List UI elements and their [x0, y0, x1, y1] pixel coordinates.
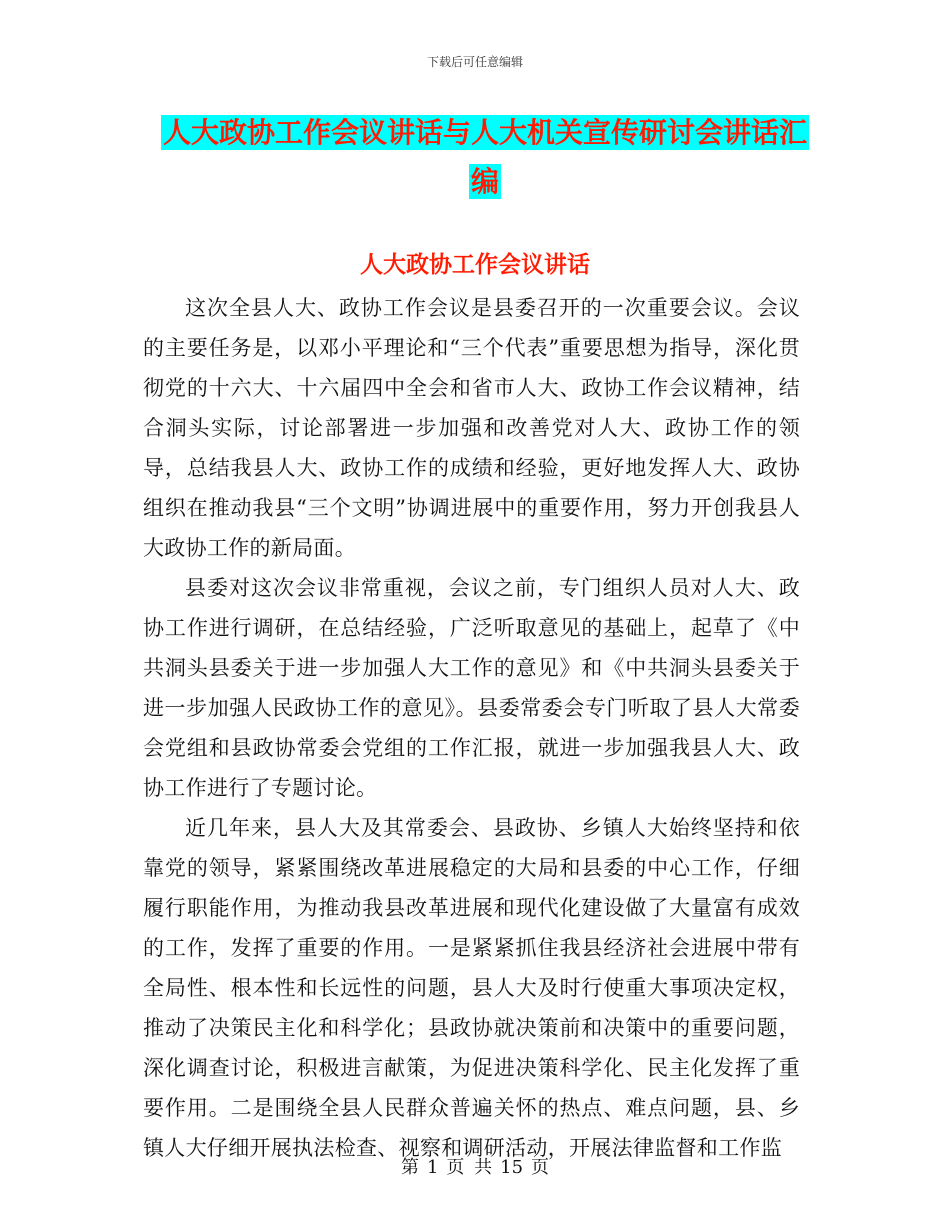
- footer-total-pages: 15: [500, 1157, 524, 1178]
- footer-prefix: 第: [400, 1157, 419, 1178]
- document-body: [143, 288, 800, 1168]
- paragraph: 县委对这次会议非常重视，会议之前，专门组织人员对人大、政协工作进行调研，在总结经验，广泛听取意见的基础上，起草了《中共洞头县委关于进一步加强人大工作的意见》和《中共洞头县委关于进一步加强人民政协工作的意见》。县委常委会专门听取了县人大常委会党组和县政协常委会党组的工作汇报，就进一步加强我县人大、政协工作进行了专题讨论。: [143, 576, 800, 800]
- page-footer: [0, 1153, 950, 1179]
- document-title: [160, 108, 810, 206]
- page-header-note: 下载后可任意编辑: [426, 55, 523, 69]
- section-title: 人大政协工作会议讲话: [360, 252, 590, 278]
- footer-page-number: 1: [426, 1157, 439, 1178]
- document-title-text: 人大政协工作会议讲话与人大机关宣传研讨会讲话汇编: [162, 116, 807, 198]
- paragraph: 近几年来，县人大及其常委会、县政协、乡镇人大始终坚持和依靠党的领导，紧紧围绕改革进展稳定的大局和县委的中心工作，仔细履行职能作用，为推动我县改革进展和现代化建设做了大量富有成效的工作，发挥了重要的作用。一是紧紧抓住我县经济社会进展中带有全局性、根本性和长远性的问题，县人大及时行使重大事项决定权，推动了决策民主化和科学化；县政协就决策前和决策中的重要问题，深化调查讨论，积极进言献策，为促进决策科学化、民主化发挥了重要作用。二是围绕全县人民群众普遍关怀的热点、难点问题，县、乡镇人大仔细开展执法检查、视察和调研活动，开展法律监督和工作监: [143, 816, 800, 1160]
- footer-mid: 页 共: [446, 1157, 493, 1178]
- footer-suffix: 页: [531, 1157, 550, 1178]
- paragraph: 这次全县人大、政协工作会议是县委召开的一次重要会议。会议的主要任务是，以邓小平理论和“三个代表”重要思想为指导，深化贯彻党的十六大、十六届四中全会和省市人大、政协工作会议精神，结合洞头实际，讨论部署进一步加强和改善党对人大、政协工作的领导，总结我县人大、政协工作的成绩和经验，更好地发挥人大、政协组织在推动我县“三个文明”协调进展中的重要作用，努力开创我县人大政协工作的新局面。: [143, 296, 800, 560]
